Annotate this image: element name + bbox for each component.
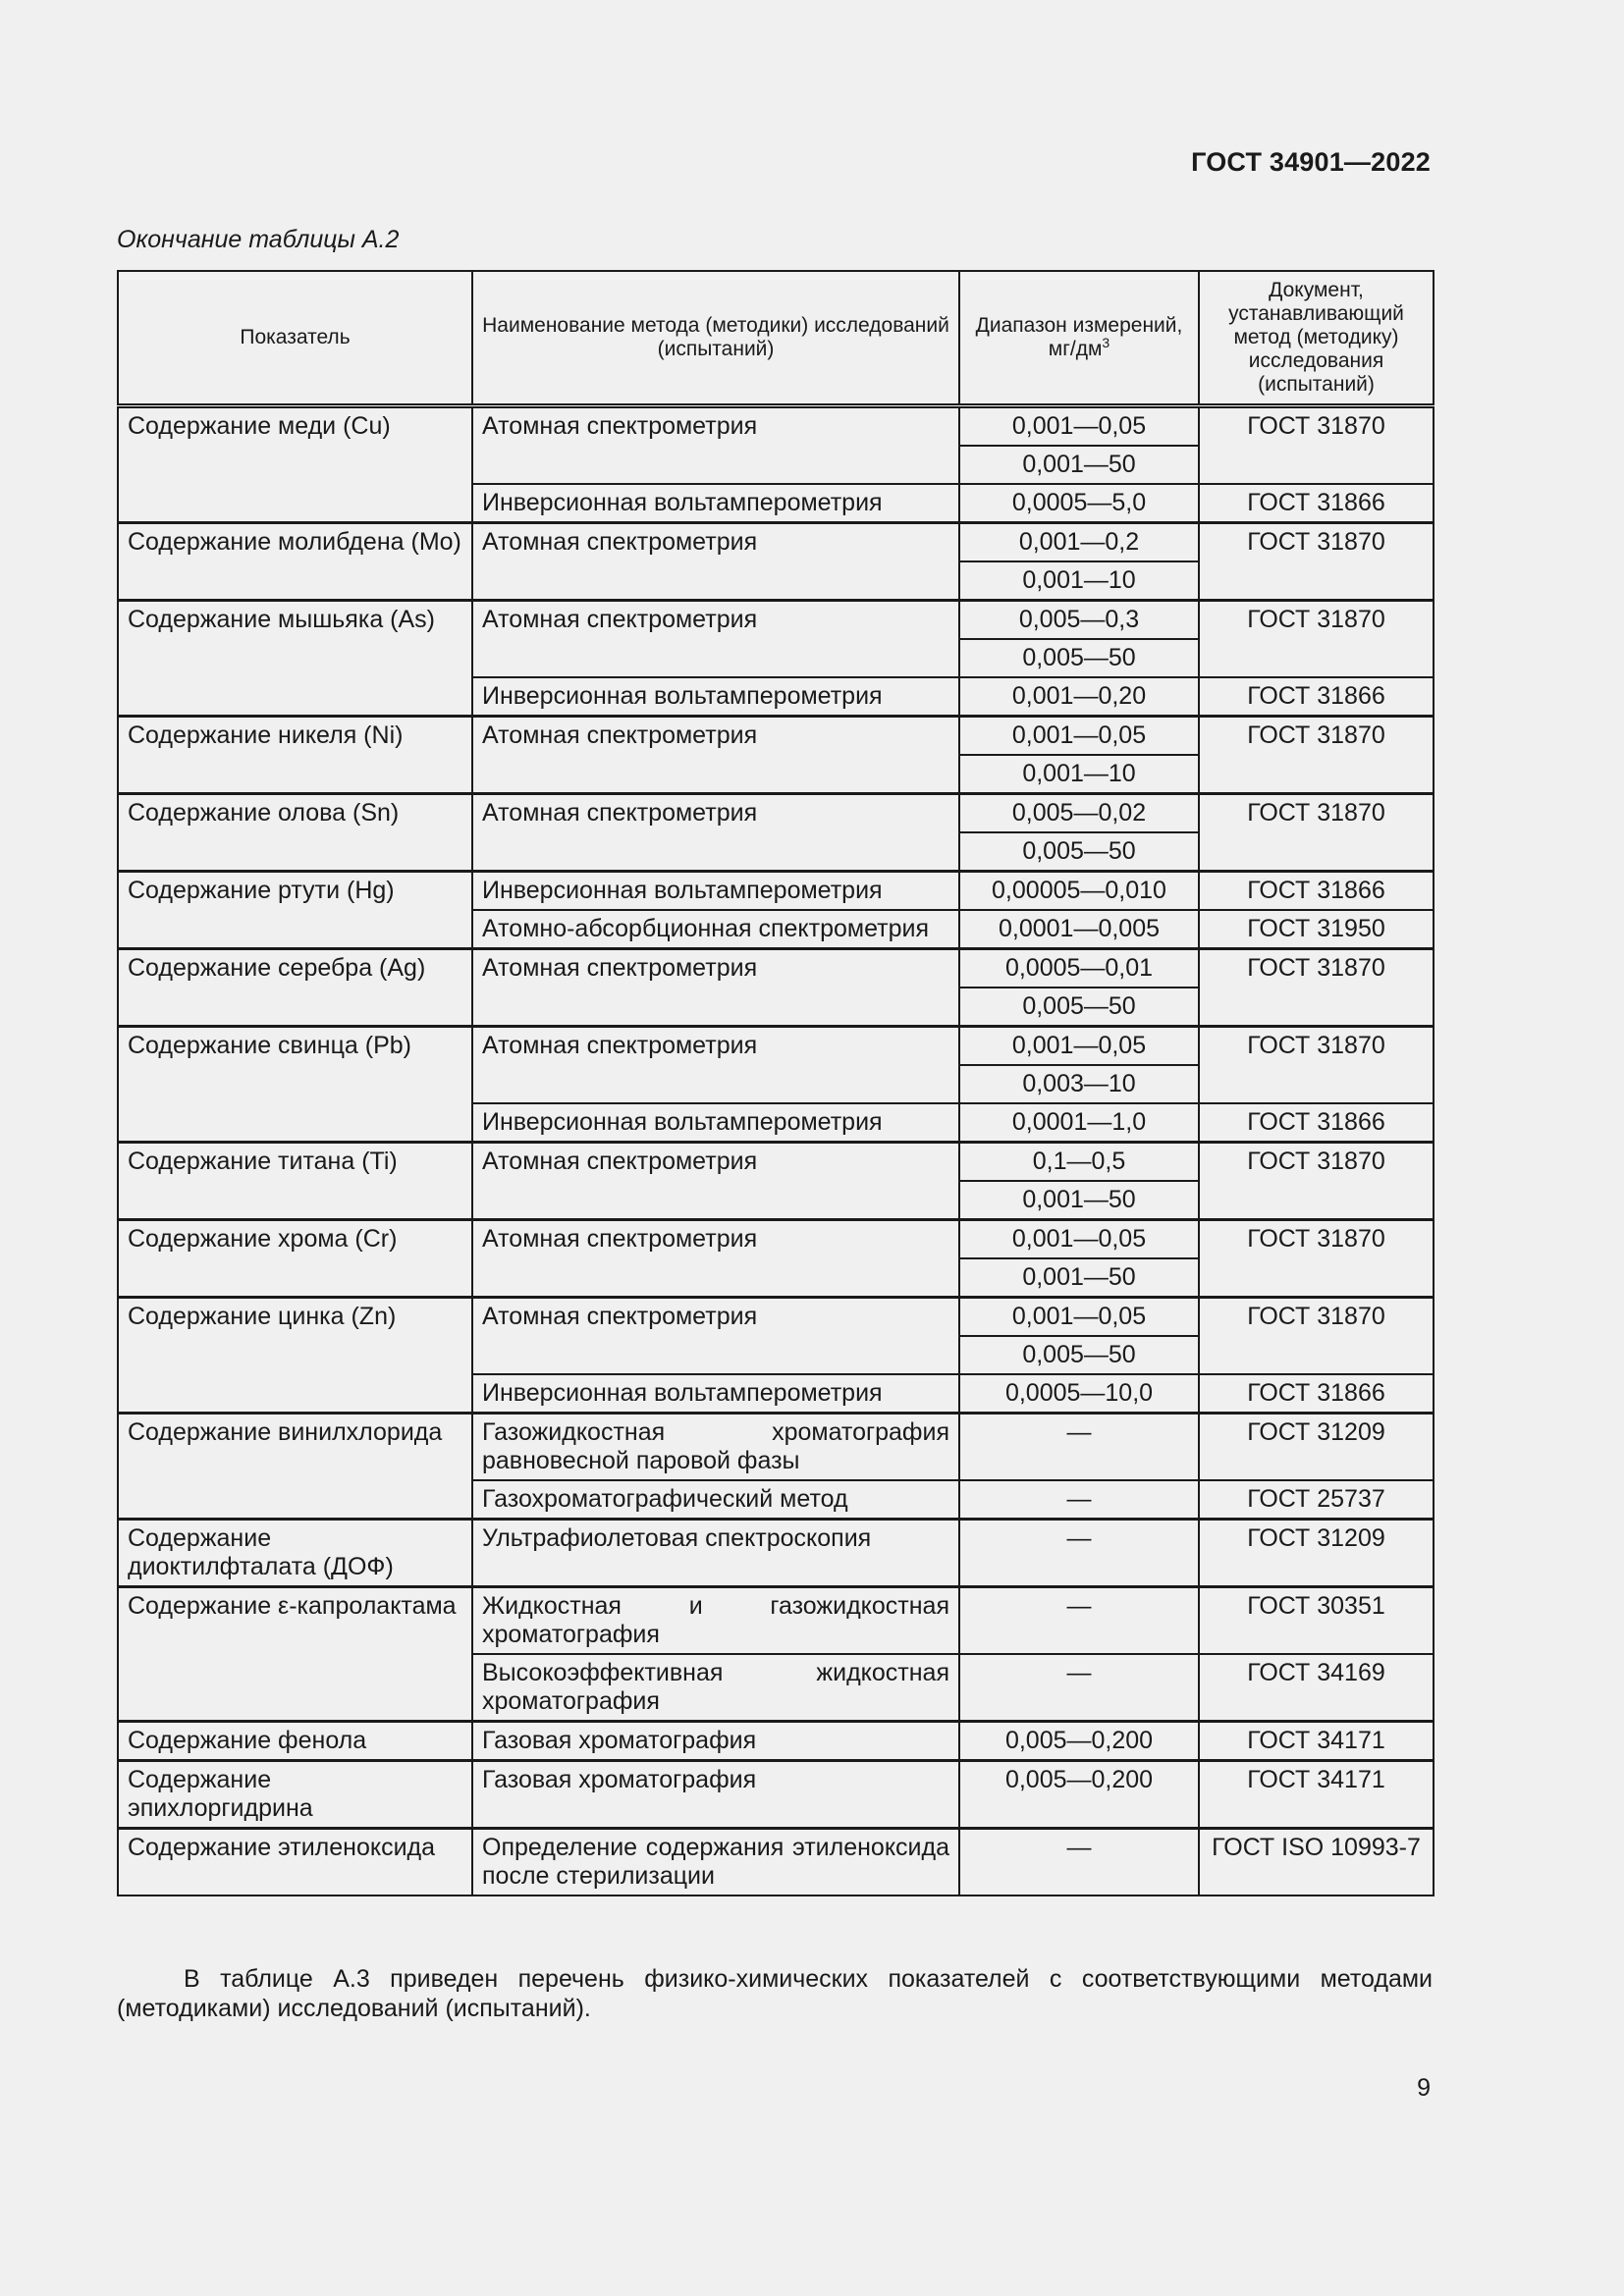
method-cell: Атомная спектрометрия [472, 1027, 959, 1104]
method-cell: Жидкостная и газожидкостная хроматография [472, 1587, 959, 1655]
table-row [118, 717, 1434, 756]
indicator-cell: Содержание меди (Cu) [118, 406, 472, 523]
range-cell: 0,001—10 [959, 755, 1199, 794]
range-cell: 0,005—50 [959, 1336, 1199, 1374]
method-cell: Атомная спектрометрия [472, 1298, 959, 1375]
indicator-cell: Содержание фенола [118, 1722, 472, 1761]
document-cell: ГОСТ 34171 [1199, 1761, 1434, 1829]
indicator-cell: Содержание ε-капролактама [118, 1587, 472, 1722]
range-cell: — [959, 1587, 1199, 1655]
table-row [118, 406, 1434, 447]
range-cell: 0,001—0,05 [959, 1298, 1199, 1337]
document-cell: ГОСТ 31870 [1199, 1143, 1434, 1220]
document-cell: ГОСТ 34169 [1199, 1654, 1434, 1722]
table-row [118, 1520, 1434, 1587]
document-cell: ГОСТ 31870 [1199, 794, 1434, 872]
indicator-cell: Содержание ртути (Hg) [118, 872, 472, 949]
column-header-document: Документ, устанавливающий метод (методику) исследования (испытаний) [1199, 271, 1434, 406]
column-header-range [959, 271, 1199, 406]
range-cell: 0,0005—10,0 [959, 1374, 1199, 1414]
document-cell: ГОСТ 31209 [1199, 1520, 1434, 1587]
range-cell: 0,005—0,3 [959, 601, 1199, 640]
range-cell: 0,001—0,05 [959, 406, 1199, 447]
range-cell: 0,001—0,2 [959, 523, 1199, 562]
range-cell: 0,001—50 [959, 446, 1199, 484]
indicator-cell: Содержание хрома (Cr) [118, 1220, 472, 1298]
document-cell: ГОСТ 31870 [1199, 406, 1434, 485]
range-cell: — [959, 1520, 1199, 1587]
document-cell: ГОСТ 31209 [1199, 1414, 1434, 1481]
range-cell: 0,001—50 [959, 1258, 1199, 1298]
table-row [118, 872, 1434, 911]
range-header-text: Диапазон измерений, мг/дм [975, 314, 1183, 360]
document-cell: ГОСТ 31870 [1199, 1298, 1434, 1375]
range-cell: 0,0005—0,01 [959, 949, 1199, 988]
table-row [118, 1027, 1434, 1066]
indicator-cell: Содержание цинка (Zn) [118, 1298, 472, 1414]
range-cell: 0,001—50 [959, 1181, 1199, 1220]
method-cell: Атомная спектрометрия [472, 949, 959, 1027]
range-cell: 0,0005—5,0 [959, 484, 1199, 523]
table-row [118, 1414, 1434, 1481]
range-cell: 0,0001—1,0 [959, 1103, 1199, 1143]
range-cell: 0,001—0,20 [959, 677, 1199, 717]
range-cell: 0,00005—0,010 [959, 872, 1199, 911]
indicator-cell: Содержание титана (Ti) [118, 1143, 472, 1220]
method-cell: Определение содержания этиленоксида после стерилизации [472, 1829, 959, 1896]
table-row [118, 794, 1434, 833]
method-cell: Инверсионная вольтамперометрия [472, 1103, 959, 1143]
method-cell: Газовая хроматография [472, 1761, 959, 1829]
range-cell: 0,001—0,05 [959, 1220, 1199, 1259]
column-header-method: Наименование метода (методики) исследований (испытаний) [472, 271, 959, 406]
table-row [118, 1587, 1434, 1655]
range-cell: 0,005—0,200 [959, 1722, 1199, 1761]
table-row [118, 523, 1434, 562]
range-cell: 0,003—10 [959, 1065, 1199, 1103]
method-cell: Атомная спектрометрия [472, 794, 959, 872]
document-cell: ГОСТ 31870 [1199, 1027, 1434, 1104]
method-cell: Атомная спектрометрия [472, 601, 959, 678]
table-row [118, 1722, 1434, 1761]
table-row [118, 1829, 1434, 1896]
standard-code: ГОСТ 34901—2022 [1191, 147, 1431, 177]
range-cell: 0,0001—0,005 [959, 910, 1199, 949]
method-cell: Газохроматографический метод [472, 1480, 959, 1520]
range-cell: 0,005—50 [959, 639, 1199, 677]
table-row [118, 601, 1434, 640]
page-number: 9 [1417, 2074, 1431, 2102]
method-cell: Атомная спектрометрия [472, 1143, 959, 1220]
indicator-cell: Содержание никеля (Ni) [118, 717, 472, 794]
range-cell: 0,005—50 [959, 832, 1199, 872]
range-cell: 0,005—0,200 [959, 1761, 1199, 1829]
indicator-cell: Содержание винилхлорида [118, 1414, 472, 1520]
range-cell: 0,005—0,02 [959, 794, 1199, 833]
document-cell: ГОСТ 34171 [1199, 1722, 1434, 1761]
document-cell: ГОСТ 31950 [1199, 910, 1434, 949]
range-cell: — [959, 1414, 1199, 1481]
document-cell: ГОСТ ISO 10993-7 [1199, 1829, 1434, 1896]
method-cell: Инверсионная вольтамперометрия [472, 872, 959, 911]
document-cell: ГОСТ 31866 [1199, 1103, 1434, 1143]
range-cell: 0,005—50 [959, 988, 1199, 1027]
table-row [118, 1143, 1434, 1182]
document-cell: ГОСТ 31866 [1199, 677, 1434, 717]
document-cell: ГОСТ 31870 [1199, 523, 1434, 601]
indicator-cell: Содержание эпихлоргидрина [118, 1761, 472, 1829]
method-cell: Инверсионная вольтамперометрия [472, 484, 959, 523]
indicator-cell: Содержание серебра (Ag) [118, 949, 472, 1027]
method-cell: Атомная спектрометрия [472, 523, 959, 601]
indicator-cell: Содержание олова (Sn) [118, 794, 472, 872]
indicator-cell: Содержание диоктилфталата (ДОФ) [118, 1520, 472, 1587]
table-header-row [118, 271, 1434, 406]
table-row [118, 1220, 1434, 1259]
range-cell: — [959, 1654, 1199, 1722]
document-cell: ГОСТ 31866 [1199, 1374, 1434, 1414]
method-cell: Атомная спектрометрия [472, 1220, 959, 1298]
column-header-indicator: Показатель [118, 271, 472, 406]
method-cell: Газовая хроматография [472, 1722, 959, 1761]
methods-table [117, 270, 1435, 1896]
indicator-cell: Содержание свинца (Pb) [118, 1027, 472, 1143]
indicator-cell: Содержание молибдена (Mo) [118, 523, 472, 601]
indicator-cell: Содержание этиленоксида [118, 1829, 472, 1896]
range-cell: 0,001—0,05 [959, 1027, 1199, 1066]
range-cell: 0,001—0,05 [959, 717, 1199, 756]
range-cell: — [959, 1480, 1199, 1520]
method-cell: Атомно-абсорбционная спектрометрия [472, 910, 959, 949]
document-cell: ГОСТ 31866 [1199, 872, 1434, 911]
method-cell: Инверсионная вольтамперометрия [472, 677, 959, 717]
table-row [118, 1761, 1434, 1829]
method-cell: Газожидкостная хроматография равновесной паровой фазы [472, 1414, 959, 1481]
table-row [118, 1298, 1434, 1337]
method-cell: Высокоэффективная жидкостная хроматография [472, 1654, 959, 1722]
range-cell: 0,1—0,5 [959, 1143, 1199, 1182]
document-cell: ГОСТ 31870 [1199, 601, 1434, 678]
body-paragraph: В таблице А.3 приведен перечень физико-химических показателей с соответствующими методами (методиками) исследований (испытаний). [117, 1965, 1433, 2022]
table-body [118, 406, 1434, 1896]
range-cell: 0,001—10 [959, 561, 1199, 601]
method-cell: Атомная спектрометрия [472, 717, 959, 794]
range-header-superscript: 3 [1102, 335, 1110, 350]
indicator-cell: Содержание мышьяка (As) [118, 601, 472, 717]
document-cell: ГОСТ 30351 [1199, 1587, 1434, 1655]
document-cell: ГОСТ 31866 [1199, 484, 1434, 523]
range-cell: — [959, 1829, 1199, 1896]
table-row [118, 949, 1434, 988]
method-cell: Инверсионная вольтамперометрия [472, 1374, 959, 1414]
document-cell: ГОСТ 31870 [1199, 717, 1434, 794]
table-caption: Окончание таблицы А.2 [117, 226, 400, 253]
document-cell: ГОСТ 31870 [1199, 949, 1434, 1027]
method-cell: Атомная спектрометрия [472, 406, 959, 485]
document-cell: ГОСТ 25737 [1199, 1480, 1434, 1520]
document-cell: ГОСТ 31870 [1199, 1220, 1434, 1298]
method-cell: Ультрафиолетовая спектроскопия [472, 1520, 959, 1587]
